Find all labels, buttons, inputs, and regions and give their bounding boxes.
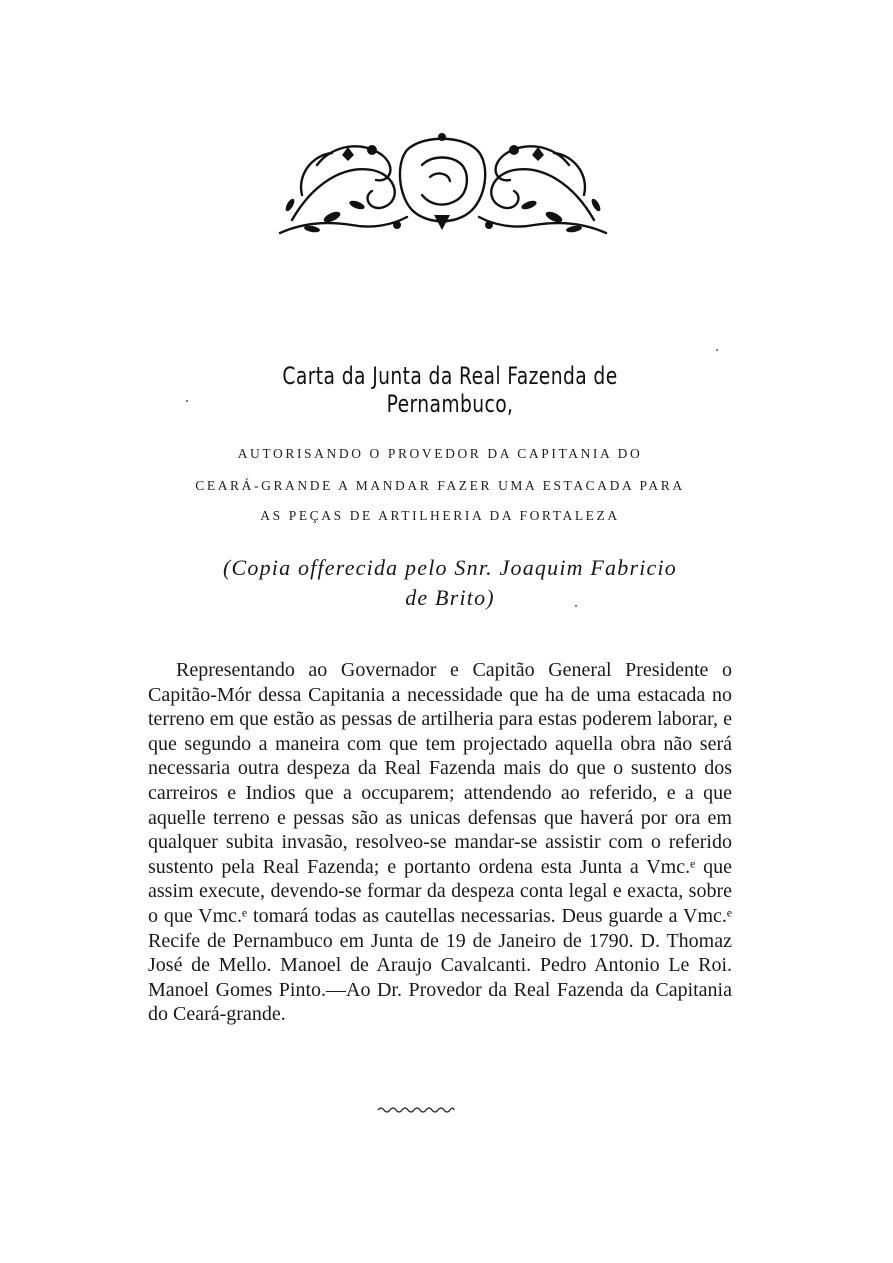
subtitle-line-3: AS PEÇAS DE ARTILHERIA DA FORTALEZA (260, 508, 620, 523)
document-title: Carta da Junta da Real Fazenda de Pernambuco, (282, 362, 618, 418)
copy-note-line-2: de Brito) (405, 585, 495, 610)
wavy-end-rule-icon (376, 1104, 456, 1114)
ink-speck (186, 400, 188, 402)
subtitle-line-1: AUTORISANDO O PROVEDOR DA CAPITANIA DO (237, 446, 643, 461)
letter-body: Representando ao Governador e Capitão General Presidente o Capitão-Mór dessa Capitania a necessidade que ha de uma estacada no terreno em que estão as pessas de artilheria para estas poderem laborar, e que segundo a maneira com que tem projectado aquella obra não será necessaria outra despeza da Real Fazenda mais do que o sustento dos carreiros e Indios que a occuparem; attendendo ao referido, e a que aquelle terreno e pessas são as unicas defensas que haverá por ora em qualquer subita invasão, resolveo-se mandar-se assistir com o referido sustento pela Real Fazenda; e portanto ordena esta Junta a Vmc.ᵉ que assim execute, devendo-se formar da despeza conta legal e exacta, sobre o que Vmc.ᵉ tomará todas as cautellas necessarias. Deus guarde a Vmc.ᵉ Recife de Pernambuco em Junta de 19 de Janeiro de 1790. D. Thomaz José de Mello. Manoel de Araujo Cavalcanti. Pedro Antonio Le Roi. Manoel Gomes Pinto.—Ao Dr. Provedor da Real Fazenda da Capitania do Ceará-grande. (148, 659, 732, 1026)
subtitle-line-2: CEARÁ-GRANDE A MANDAR FAZER UMA ESTACADA PARA (195, 478, 685, 493)
copy-note-line-1: (Copia offerecida pelo Snr. Joaquim Fabricio (222, 555, 678, 580)
ink-speck (716, 349, 718, 351)
floral-scroll-ornament-icon (272, 125, 614, 237)
